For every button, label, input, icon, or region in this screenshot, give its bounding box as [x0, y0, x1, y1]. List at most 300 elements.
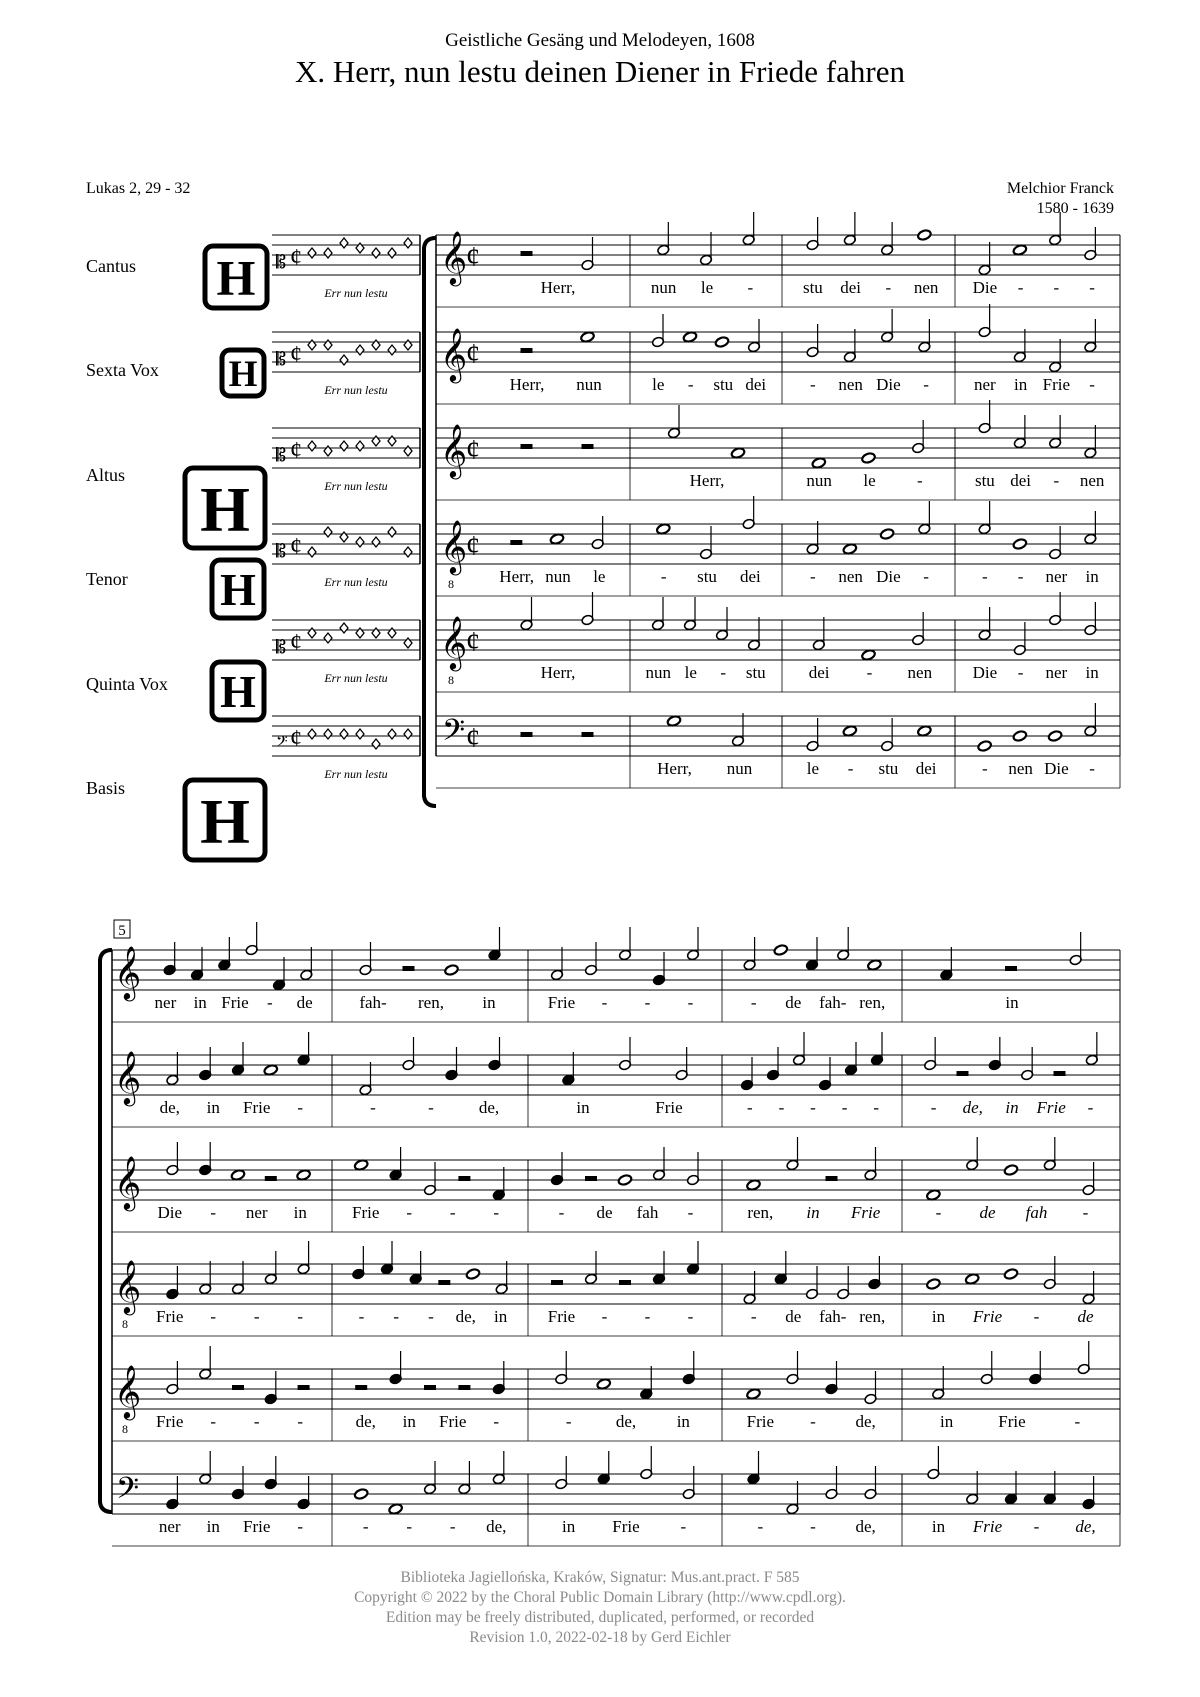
lyric-syllable: in [1005, 1098, 1019, 1117]
note [742, 496, 755, 530]
lyric-syllable: Herr, [689, 471, 725, 490]
lyric-syllable: in [402, 1412, 416, 1431]
lyric-syllable: dei [745, 375, 767, 394]
lyric-syllable: nen [907, 663, 933, 682]
lyric-syllable: - [297, 1412, 304, 1431]
note [746, 1388, 761, 1400]
note [927, 1446, 940, 1480]
incipit-clef: 𝄡 [276, 637, 287, 657]
lyric-syllable: - [841, 1098, 848, 1117]
lyric-syllable: - [601, 1307, 608, 1326]
note [743, 937, 756, 971]
incipit-note [404, 547, 412, 557]
lyric-syllable: le [593, 567, 606, 586]
lyric-syllable: in [482, 993, 496, 1012]
note [978, 304, 991, 338]
note [1043, 1471, 1056, 1505]
lyric-syllable: - [1033, 1517, 1040, 1536]
incipit-note [324, 729, 332, 739]
lyric-syllable: de, [355, 1412, 376, 1431]
lyric-syllable: - [1053, 278, 1060, 297]
treble-clef: 𝄞 [440, 329, 468, 380]
note [1013, 415, 1026, 449]
note [932, 1366, 945, 1400]
note [488, 1037, 501, 1071]
note [166, 1142, 179, 1176]
lyric-syllable: - [644, 993, 651, 1012]
note [864, 1466, 877, 1500]
rest [458, 1385, 470, 1390]
note [1084, 425, 1097, 459]
rest [438, 1280, 450, 1285]
note [1084, 703, 1097, 737]
note [806, 324, 819, 358]
lyric-syllable: - [720, 663, 727, 682]
lyric-syllable: in [1085, 663, 1099, 682]
note [1021, 1047, 1034, 1081]
note [492, 1451, 505, 1485]
rest [232, 1385, 244, 1390]
lyric-syllable: Frie [972, 1517, 1003, 1536]
voice-label-basis: Basis [86, 778, 126, 798]
lyric-syllable: ren, [859, 1307, 886, 1326]
note [199, 1047, 212, 1081]
lyric-syllable: dei [808, 663, 830, 682]
note [640, 1446, 653, 1480]
note [1013, 622, 1026, 656]
note [354, 1488, 369, 1500]
note [389, 1147, 402, 1181]
lyric-syllable: - [558, 1203, 565, 1222]
lyric-syllable: Frie [547, 993, 576, 1012]
note [549, 533, 564, 545]
lyric-syllable: Frie [439, 1412, 467, 1431]
rest [826, 1176, 838, 1181]
lyric-syllable: - [393, 1307, 400, 1326]
note [495, 1261, 508, 1295]
incipit-text: Err nun lestu [324, 286, 388, 300]
note [805, 1266, 818, 1300]
lyric-syllable: stu [745, 663, 766, 682]
treble-clef: 𝄞 [114, 1366, 142, 1417]
system-bracket [100, 950, 112, 1512]
treble-clef: 𝄞 [440, 425, 468, 476]
note [190, 947, 203, 981]
note [388, 1503, 403, 1515]
lyric-syllable: - [297, 1307, 304, 1326]
note [1003, 1268, 1018, 1280]
note [597, 1451, 610, 1485]
note [666, 715, 681, 727]
lyric-syllable: - [810, 567, 816, 586]
treble-clef: 𝄞 [440, 617, 468, 668]
lyric-syllable: - [923, 567, 929, 586]
octave-marker: 8 [448, 577, 454, 591]
incipit-note [388, 345, 396, 355]
lyric-syllable: - [1017, 663, 1024, 682]
voice-label-tenor: Tenor [86, 569, 128, 589]
lyric-syllable: le [806, 759, 820, 778]
lyric-syllable: Die [1044, 759, 1069, 778]
lyric-syllable: - [428, 1307, 434, 1326]
incipit-note [308, 547, 316, 557]
lyric-syllable: in [676, 1412, 690, 1431]
lyric-syllable: nun [545, 567, 571, 586]
lyric-syllable: - [449, 1517, 456, 1536]
note [926, 1189, 941, 1201]
lyric-syllable: in [576, 1098, 590, 1117]
note [618, 1037, 631, 1071]
note [231, 1042, 244, 1076]
lyric-syllable: le [700, 278, 714, 297]
note [667, 405, 680, 439]
lyric-syllable: nen [1079, 471, 1105, 490]
note [918, 319, 931, 353]
note [231, 1466, 244, 1500]
lyric-syllable: ner [158, 1517, 181, 1536]
note [652, 1251, 665, 1285]
note [988, 1037, 1001, 1071]
lyric-syllable: in [806, 1203, 820, 1222]
note [199, 1451, 212, 1485]
incipit-mensuration: ¢ [290, 630, 302, 656]
note [1043, 1137, 1056, 1171]
lyric-syllable: de, [855, 1412, 876, 1431]
lyric-syllable: - [1089, 759, 1095, 778]
lyric-syllable: Frie [655, 1098, 683, 1117]
note [1012, 730, 1027, 742]
treble-clef: 𝄞 [440, 232, 468, 283]
lyric-syllable: le [652, 375, 665, 394]
incipit-clef: 𝄡 [276, 252, 287, 272]
lyric-syllable: - [810, 375, 816, 394]
note [445, 1047, 458, 1081]
lyric-syllable: in [931, 1307, 946, 1326]
lyric-syllable: in [493, 1307, 508, 1326]
lyric-syllable: in [1014, 375, 1028, 394]
lyric-syllable: de [596, 1203, 613, 1222]
incipit-note [324, 248, 332, 258]
lyric-syllable: - [916, 471, 923, 490]
lyric-syllable: nen [838, 375, 863, 394]
note [806, 217, 819, 251]
lyric-syllable: - [210, 1307, 217, 1326]
lyric-syllable: Frie [998, 1412, 1026, 1431]
rest [582, 444, 594, 449]
note [492, 1167, 505, 1201]
lyric-syllable: Frie [612, 1517, 640, 1536]
lyric-syllable: de [979, 1203, 996, 1222]
lyric-syllable: - [266, 993, 273, 1012]
rest [521, 348, 533, 353]
note [520, 597, 533, 631]
treble-clef: 𝄞 [114, 1261, 142, 1312]
note [618, 927, 631, 961]
initial-letter: H [200, 785, 250, 857]
lyric-syllable: fah [1025, 1203, 1048, 1222]
note [550, 1152, 563, 1186]
rest [424, 1385, 436, 1390]
note [550, 947, 563, 981]
note [714, 336, 729, 348]
rest [1054, 1071, 1066, 1076]
note [444, 964, 459, 976]
note [458, 1461, 471, 1495]
voice-label-cantus: Cantus [86, 256, 137, 276]
note [742, 212, 755, 246]
lyric-syllable: - [810, 1098, 816, 1117]
bass-clef: 𝄢 [442, 714, 466, 754]
lyric-syllable: dei [1010, 471, 1032, 490]
note [296, 1169, 311, 1181]
note [811, 457, 826, 469]
lyric-syllable: Frie [851, 1203, 881, 1222]
note [940, 947, 953, 981]
note [686, 1241, 699, 1275]
lyric-syllable: Frie [156, 1307, 184, 1326]
incipit-note [340, 238, 348, 248]
note [715, 607, 728, 641]
note [218, 937, 231, 971]
incipit-note [308, 729, 316, 739]
note [596, 1378, 611, 1390]
lyric-syllable: Frie [243, 1517, 271, 1536]
octave-marker: 8 [448, 673, 454, 687]
lyric-syllable: fah- [359, 993, 387, 1012]
incipit-mensuration: ¢ [290, 726, 302, 752]
incipit-mensuration: ¢ [290, 438, 302, 464]
lyric-syllable: - [810, 1412, 816, 1431]
note [1049, 339, 1062, 373]
incipit-mensuration: ¢ [290, 534, 302, 560]
note [402, 1037, 415, 1071]
note [825, 1466, 838, 1500]
lyric-syllable: in [1005, 993, 1019, 1012]
note [686, 1152, 699, 1186]
note [965, 1273, 980, 1285]
note [652, 952, 665, 986]
note [300, 947, 313, 981]
note [842, 725, 857, 737]
lyric-syllable: in [940, 1412, 954, 1431]
note [230, 1169, 245, 1181]
initial-letter: H [220, 666, 256, 718]
lyric-syllable: ner [154, 993, 177, 1012]
note [740, 1057, 753, 1091]
incipit-note [388, 248, 396, 258]
note [652, 1147, 665, 1181]
lyric-syllable: stu [974, 471, 995, 490]
lyric-syllable: Herr, [509, 375, 545, 394]
incipit-note [340, 623, 348, 633]
lyric-syllable: ren, [418, 993, 444, 1012]
note [786, 1351, 799, 1385]
lyric-syllable: Frie [352, 1203, 380, 1222]
lyric-syllable: Frie [1042, 375, 1071, 394]
rest [957, 1071, 969, 1076]
note [1077, 1341, 1090, 1375]
note [977, 740, 992, 752]
time-signature: ¢ [466, 723, 480, 754]
lyric-syllable: nun [576, 375, 602, 394]
note [1049, 592, 1062, 626]
lyric-syllable: - [885, 278, 892, 297]
piece-title: X. Herr, nun lestu deinen Diener in Friede fahren [295, 54, 905, 89]
note [423, 1162, 436, 1196]
rest [521, 251, 533, 256]
note [1069, 932, 1082, 966]
lyric-syllable: Frie [156, 1412, 184, 1431]
initial-letter: H [220, 564, 256, 616]
note [555, 1351, 568, 1385]
lyric-syllable: - [1017, 278, 1024, 297]
note [837, 927, 850, 961]
note [581, 237, 594, 271]
note [231, 1261, 244, 1295]
incipit-note [388, 527, 396, 537]
note [818, 1057, 831, 1091]
lyric-syllable: - [358, 1307, 365, 1326]
note [699, 526, 712, 560]
note [912, 612, 925, 646]
note [584, 1251, 597, 1285]
lyric-syllable: Frie [547, 1307, 576, 1326]
note [880, 528, 895, 540]
lyric-syllable: ner [1045, 663, 1068, 682]
footer-copyright: Copyright © 2022 by the Choral Public Domain Library (http://www.cpdl.org). [354, 1589, 846, 1606]
note [774, 1251, 787, 1285]
note [747, 319, 760, 353]
rest [521, 444, 533, 449]
lyric-syllable: ner [1045, 567, 1068, 586]
incipit-note [308, 441, 316, 451]
treble-clef: 𝄞 [440, 521, 468, 572]
note [166, 1476, 179, 1510]
lyric-syllable: - [660, 567, 667, 586]
lyric-syllable: Frie [221, 993, 249, 1012]
note [1084, 511, 1097, 545]
incipit-clef: 𝄡 [276, 349, 287, 369]
footer [0, 1568, 1200, 1648]
note [806, 521, 819, 555]
note [389, 1351, 402, 1385]
incipit-note [404, 729, 412, 739]
note [867, 959, 882, 971]
note [562, 1052, 575, 1086]
rest [265, 1176, 277, 1181]
initial-letter: H [200, 473, 250, 545]
note [843, 329, 856, 363]
note [297, 1241, 310, 1275]
note [682, 331, 697, 343]
lyric-syllable: Frie [746, 1412, 775, 1431]
lyric-syllable: fah- [819, 1307, 847, 1326]
text-reference: Lukas 2, 29 - 32 [86, 180, 191, 197]
note [1049, 415, 1062, 449]
note [978, 400, 991, 434]
incipit-note [372, 248, 380, 258]
incipit-text: Err nun lestu [324, 767, 388, 781]
time-signature: ¢ [466, 531, 480, 562]
note [683, 597, 696, 631]
lyric-syllable: - [687, 993, 694, 1012]
lyric-syllable: - [982, 759, 988, 778]
lyric-syllable: - [687, 1203, 694, 1222]
lyric-syllable: - [873, 1098, 880, 1117]
note [264, 1371, 277, 1405]
lyric-syllable: - [428, 1098, 434, 1117]
lyric-syllable: - [1087, 1098, 1094, 1117]
lyric-syllable: - [747, 278, 754, 297]
lyric-syllable: - [362, 1517, 369, 1536]
note [245, 922, 258, 956]
rest [619, 1280, 631, 1285]
lyric-syllable: nen [1008, 759, 1033, 778]
lyric-syllable: - [746, 1098, 753, 1117]
lyric-syllable: - [449, 1203, 456, 1222]
lyric-syllable: - [210, 1203, 217, 1222]
note [199, 1346, 212, 1380]
note [861, 452, 876, 464]
note [465, 1268, 480, 1280]
lyric-syllable: stu [878, 759, 899, 778]
note [584, 942, 597, 976]
lyric-syllable: in [931, 1517, 946, 1536]
note [747, 1451, 760, 1485]
incipit-note [340, 729, 348, 739]
note [766, 1047, 779, 1081]
initial-letter: H [228, 353, 258, 395]
lyric-syllable: de, [486, 1517, 507, 1536]
lyric-syllable: de, [159, 1098, 180, 1117]
note [423, 1461, 436, 1495]
lyric-syllable: Frie [972, 1307, 1003, 1326]
incipit-mensuration: ¢ [290, 245, 302, 271]
note [980, 1351, 993, 1385]
lyric-syllable: de, [478, 1098, 500, 1117]
incipit-note [308, 248, 316, 258]
lyric-syllable: in [206, 1517, 220, 1536]
lyric-syllable: - [297, 1098, 304, 1117]
rest [585, 1176, 597, 1181]
system-bracket [424, 238, 436, 806]
note [966, 1471, 979, 1505]
lyric-syllable: - [687, 1307, 694, 1326]
note [792, 1032, 805, 1066]
note [868, 1256, 881, 1290]
lyric-syllable: - [935, 1203, 942, 1222]
note [881, 309, 894, 343]
rest [521, 732, 533, 737]
incipit-note [324, 633, 332, 643]
note [682, 1351, 695, 1385]
note [1085, 1032, 1098, 1066]
lyric-syllable: - [1033, 1307, 1040, 1326]
note [966, 1137, 979, 1171]
treble-clef: 𝄞 [114, 947, 142, 998]
note [1049, 212, 1062, 246]
composer-dates: 1580 - 1639 [1036, 200, 1114, 217]
note [806, 718, 819, 752]
lyric-syllable: - [406, 1203, 413, 1222]
note [263, 1064, 278, 1076]
rest [1005, 966, 1017, 971]
incipit-text: Err nun lestu [324, 671, 388, 685]
lyric-syllable: ren, [747, 1203, 774, 1222]
bass-clef: 𝄢 [116, 1472, 140, 1512]
time-signature: ¢ [466, 339, 480, 370]
lyric-syllable: - [370, 1098, 376, 1117]
